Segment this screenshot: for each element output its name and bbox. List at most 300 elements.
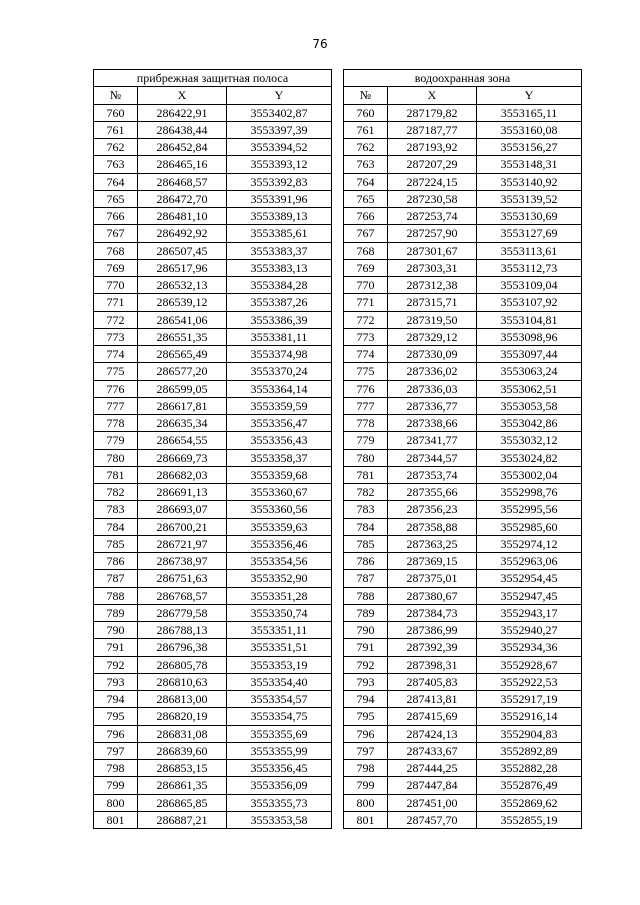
x-coordinate-cell: 287329,12 (388, 328, 477, 345)
point-number-cell: 786 (94, 553, 138, 570)
table-row (94, 156, 332, 173)
point-number-cell: 773 (94, 328, 138, 345)
y-coordinate-cell: 3552985,60 (477, 518, 582, 535)
point-number-cell: 794 (344, 691, 388, 708)
y-coordinate-cell: 3553355,69 (227, 725, 332, 742)
x-coordinate-cell: 286721,97 (138, 535, 227, 552)
y-coordinate-cell: 3553356,47 (227, 415, 332, 432)
table-row (344, 535, 582, 552)
table-row (344, 294, 582, 311)
x-coordinate-cell: 286517,96 (138, 259, 227, 276)
point-number-cell: 778 (344, 415, 388, 432)
x-coordinate-cell: 287386,99 (388, 622, 477, 639)
table-row (344, 794, 582, 811)
y-coordinate-cell: 3552947,45 (477, 587, 582, 604)
y-coordinate-cell: 3553393,12 (227, 156, 332, 173)
x-coordinate-cell: 287355,66 (388, 484, 477, 501)
point-number-cell: 801 (344, 811, 388, 828)
y-coordinate-cell: 3553370,24 (227, 363, 332, 380)
y-coordinate-cell: 3553042,86 (477, 415, 582, 432)
table-row (344, 432, 582, 449)
point-number-cell: 781 (94, 466, 138, 483)
x-coordinate-cell: 286810,63 (138, 673, 227, 690)
point-number-cell: 763 (94, 156, 138, 173)
y-coordinate-cell: 3552943,17 (477, 604, 582, 621)
table-row (344, 173, 582, 190)
y-coordinate-cell: 3552869,62 (477, 794, 582, 811)
table-row (344, 328, 582, 345)
y-coordinate-cell: 3552963,06 (477, 553, 582, 570)
table-row (94, 380, 332, 397)
table-row (94, 242, 332, 259)
table-row (94, 139, 332, 156)
point-number-cell: 767 (94, 225, 138, 242)
point-number-cell: 767 (344, 225, 388, 242)
x-coordinate-cell: 287179,82 (388, 104, 477, 121)
table-row (344, 208, 582, 225)
x-coordinate-cell: 287363,25 (388, 535, 477, 552)
point-number-cell: 791 (344, 639, 388, 656)
table-row (344, 363, 582, 380)
point-number-cell: 785 (344, 535, 388, 552)
y-coordinate-cell: 3553353,19 (227, 656, 332, 673)
y-coordinate-cell: 3552954,45 (477, 570, 582, 587)
y-coordinate-cell: 3553383,37 (227, 242, 332, 259)
y-coordinate-cell: 3553139,52 (477, 190, 582, 207)
y-coordinate-cell: 3553354,57 (227, 691, 332, 708)
y-coordinate-cell: 3553356,46 (227, 535, 332, 552)
table-row (344, 242, 582, 259)
x-coordinate-cell: 286788,13 (138, 622, 227, 639)
point-number-cell: 770 (94, 277, 138, 294)
column-header-number: № (94, 87, 138, 104)
table-row (344, 656, 582, 673)
x-coordinate-cell: 286452,84 (138, 139, 227, 156)
x-coordinate-cell: 287193,92 (388, 139, 477, 156)
table-row (344, 777, 582, 794)
table-row (344, 708, 582, 725)
point-number-cell: 772 (344, 311, 388, 328)
point-number-cell: 800 (94, 794, 138, 811)
table-row (94, 760, 332, 777)
point-number-cell: 763 (344, 156, 388, 173)
point-number-cell: 777 (344, 397, 388, 414)
x-coordinate-cell: 287330,09 (388, 346, 477, 363)
y-coordinate-cell: 3552922,53 (477, 673, 582, 690)
table-row (94, 259, 332, 276)
y-coordinate-cell: 3553112,73 (477, 259, 582, 276)
x-coordinate-cell: 287398,31 (388, 656, 477, 673)
x-coordinate-cell: 286820,19 (138, 708, 227, 725)
y-coordinate-cell: 3553391,96 (227, 190, 332, 207)
x-coordinate-cell: 287451,00 (388, 794, 477, 811)
y-coordinate-cell: 3553384,28 (227, 277, 332, 294)
x-coordinate-cell: 286738,97 (138, 553, 227, 570)
table-row (94, 570, 332, 587)
table-row (344, 518, 582, 535)
x-coordinate-cell: 287433,67 (388, 742, 477, 759)
x-coordinate-cell: 286635,34 (138, 415, 227, 432)
x-coordinate-cell: 287257,90 (388, 225, 477, 242)
table-row (344, 760, 582, 777)
table-row (94, 173, 332, 190)
point-number-cell: 801 (94, 811, 138, 828)
x-coordinate-cell: 286551,35 (138, 328, 227, 345)
table-row (94, 415, 332, 432)
x-coordinate-cell: 287312,38 (388, 277, 477, 294)
table-row (344, 449, 582, 466)
table-row (344, 484, 582, 501)
y-coordinate-cell: 3552974,12 (477, 535, 582, 552)
x-coordinate-cell: 286539,12 (138, 294, 227, 311)
x-coordinate-cell: 287207,29 (388, 156, 477, 173)
table-row (344, 156, 582, 173)
y-coordinate-cell: 3553053,58 (477, 397, 582, 414)
y-coordinate-cell: 3553360,56 (227, 501, 332, 518)
x-coordinate-cell: 287353,74 (388, 466, 477, 483)
point-number-cell: 783 (344, 501, 388, 518)
x-coordinate-cell: 287356,23 (388, 501, 477, 518)
x-coordinate-cell: 287369,15 (388, 553, 477, 570)
table-row (344, 742, 582, 759)
y-coordinate-cell: 3553392,83 (227, 173, 332, 190)
point-number-cell: 800 (344, 794, 388, 811)
point-number-cell: 792 (344, 656, 388, 673)
point-number-cell: 799 (344, 777, 388, 794)
x-coordinate-cell: 286492,92 (138, 225, 227, 242)
point-number-cell: 771 (344, 294, 388, 311)
x-coordinate-cell: 287392,39 (388, 639, 477, 656)
point-number-cell: 782 (94, 484, 138, 501)
x-coordinate-cell: 286438,44 (138, 121, 227, 138)
y-coordinate-cell: 3553113,61 (477, 242, 582, 259)
y-coordinate-cell: 3552917,19 (477, 691, 582, 708)
x-coordinate-cell: 286654,55 (138, 432, 227, 449)
point-number-cell: 791 (94, 639, 138, 656)
point-number-cell: 781 (344, 466, 388, 483)
point-number-cell: 765 (344, 190, 388, 207)
table-row (344, 673, 582, 690)
table-row (94, 725, 332, 742)
table-row (94, 104, 332, 121)
table-row (94, 794, 332, 811)
x-coordinate-cell: 287444,25 (388, 760, 477, 777)
column-header-y: Y (227, 87, 332, 104)
y-coordinate-cell: 3553351,28 (227, 587, 332, 604)
x-coordinate-cell: 286691,13 (138, 484, 227, 501)
point-number-cell: 785 (94, 535, 138, 552)
y-coordinate-cell: 3553385,61 (227, 225, 332, 242)
table-row (94, 121, 332, 138)
y-coordinate-cell: 3553402,87 (227, 104, 332, 121)
point-number-cell: 774 (94, 346, 138, 363)
y-coordinate-cell: 3553374,98 (227, 346, 332, 363)
x-coordinate-cell: 286887,21 (138, 811, 227, 828)
point-number-cell: 783 (94, 501, 138, 518)
table-row (94, 208, 332, 225)
x-coordinate-cell: 286682,03 (138, 466, 227, 483)
y-coordinate-cell: 3553127,69 (477, 225, 582, 242)
point-number-cell: 792 (94, 656, 138, 673)
y-coordinate-cell: 3553156,27 (477, 139, 582, 156)
table-row (94, 294, 332, 311)
point-number-cell: 772 (94, 311, 138, 328)
table-row (344, 604, 582, 621)
table-row (94, 328, 332, 345)
x-coordinate-cell: 287253,74 (388, 208, 477, 225)
table-row (94, 656, 332, 673)
y-coordinate-cell: 3553389,13 (227, 208, 332, 225)
x-coordinate-cell: 287230,58 (388, 190, 477, 207)
table-row (94, 742, 332, 759)
table-row (344, 380, 582, 397)
point-number-cell: 784 (94, 518, 138, 535)
table-row (344, 346, 582, 363)
y-coordinate-cell: 3553350,74 (227, 604, 332, 621)
x-coordinate-cell: 287424,13 (388, 725, 477, 742)
table-row (94, 604, 332, 621)
table-row (344, 501, 582, 518)
x-coordinate-cell: 287187,77 (388, 121, 477, 138)
point-number-cell: 793 (94, 673, 138, 690)
x-coordinate-cell: 287224,15 (388, 173, 477, 190)
y-coordinate-cell: 3552904,83 (477, 725, 582, 742)
y-coordinate-cell: 3553355,73 (227, 794, 332, 811)
point-number-cell: 775 (344, 363, 388, 380)
point-number-cell: 787 (94, 570, 138, 587)
point-number-cell: 786 (344, 553, 388, 570)
point-number-cell: 788 (344, 587, 388, 604)
point-number-cell: 797 (344, 742, 388, 759)
x-coordinate-cell: 287413,81 (388, 691, 477, 708)
x-coordinate-cell: 287415,69 (388, 708, 477, 725)
point-number-cell: 793 (344, 673, 388, 690)
y-coordinate-cell: 3553351,51 (227, 639, 332, 656)
table-row (94, 691, 332, 708)
table-row (94, 277, 332, 294)
table-row (94, 535, 332, 552)
y-coordinate-cell: 3553002,04 (477, 466, 582, 483)
point-number-cell: 790 (344, 622, 388, 639)
point-number-cell: 788 (94, 587, 138, 604)
point-number-cell: 776 (94, 380, 138, 397)
point-number-cell: 766 (94, 208, 138, 225)
y-coordinate-cell: 3553024,82 (477, 449, 582, 466)
y-coordinate-cell: 3553354,40 (227, 673, 332, 690)
x-coordinate-cell: 287447,84 (388, 777, 477, 794)
x-coordinate-cell: 287358,88 (388, 518, 477, 535)
column-header-number: № (344, 87, 388, 104)
x-coordinate-cell: 286532,13 (138, 277, 227, 294)
table-row (344, 691, 582, 708)
point-number-cell: 779 (344, 432, 388, 449)
y-coordinate-cell: 3553140,92 (477, 173, 582, 190)
x-coordinate-cell: 286577,20 (138, 363, 227, 380)
y-coordinate-cell: 3553356,09 (227, 777, 332, 794)
x-coordinate-cell: 287344,57 (388, 449, 477, 466)
table-row (94, 673, 332, 690)
x-coordinate-cell: 286507,45 (138, 242, 227, 259)
table-row (344, 622, 582, 639)
x-coordinate-cell: 287338,66 (388, 415, 477, 432)
point-number-cell: 762 (344, 139, 388, 156)
y-coordinate-cell: 3553165,11 (477, 104, 582, 121)
point-number-cell: 798 (94, 760, 138, 777)
point-number-cell: 765 (94, 190, 138, 207)
y-coordinate-cell: 3553383,13 (227, 259, 332, 276)
table-row (94, 397, 332, 414)
column-header-x: X (388, 87, 477, 104)
point-number-cell: 790 (94, 622, 138, 639)
y-coordinate-cell: 3553104,81 (477, 311, 582, 328)
y-coordinate-cell: 3552876,49 (477, 777, 582, 794)
table-row (94, 639, 332, 656)
x-coordinate-cell: 287341,77 (388, 432, 477, 449)
y-coordinate-cell: 3553097,44 (477, 346, 582, 363)
table-row (344, 277, 582, 294)
y-coordinate-cell: 3553359,63 (227, 518, 332, 535)
x-coordinate-cell: 286853,15 (138, 760, 227, 777)
x-coordinate-cell: 287380,67 (388, 587, 477, 604)
x-coordinate-cell: 287303,31 (388, 259, 477, 276)
point-number-cell: 769 (94, 259, 138, 276)
point-number-cell: 774 (344, 346, 388, 363)
y-coordinate-cell: 3552940,27 (477, 622, 582, 639)
x-coordinate-cell: 286831,08 (138, 725, 227, 742)
y-coordinate-cell: 3553109,04 (477, 277, 582, 294)
point-number-cell: 795 (94, 708, 138, 725)
point-number-cell: 766 (344, 208, 388, 225)
x-coordinate-cell: 286465,16 (138, 156, 227, 173)
y-coordinate-cell: 3552995,56 (477, 501, 582, 518)
point-number-cell: 760 (344, 104, 388, 121)
point-number-cell: 780 (344, 449, 388, 466)
table-row (344, 570, 582, 587)
table-row (94, 587, 332, 604)
table-row (344, 225, 582, 242)
x-coordinate-cell: 286768,57 (138, 587, 227, 604)
point-number-cell: 771 (94, 294, 138, 311)
y-coordinate-cell: 3553351,11 (227, 622, 332, 639)
point-number-cell: 789 (344, 604, 388, 621)
point-number-cell: 797 (94, 742, 138, 759)
point-number-cell: 779 (94, 432, 138, 449)
y-coordinate-cell: 3553358,37 (227, 449, 332, 466)
table-row (344, 587, 582, 604)
table-row (94, 466, 332, 483)
x-coordinate-cell: 287336,77 (388, 397, 477, 414)
x-coordinate-cell: 287301,67 (388, 242, 477, 259)
x-coordinate-cell: 287405,83 (388, 673, 477, 690)
y-coordinate-cell: 3553062,51 (477, 380, 582, 397)
table-row (94, 484, 332, 501)
y-coordinate-cell: 3552882,28 (477, 760, 582, 777)
x-coordinate-cell: 286861,35 (138, 777, 227, 794)
point-number-cell: 764 (94, 173, 138, 190)
x-coordinate-cell: 286565,49 (138, 346, 227, 363)
table-row (94, 708, 332, 725)
x-coordinate-cell: 287315,71 (388, 294, 477, 311)
x-coordinate-cell: 286693,07 (138, 501, 227, 518)
point-number-cell: 760 (94, 104, 138, 121)
table-row (344, 259, 582, 276)
point-number-cell: 764 (344, 173, 388, 190)
point-number-cell: 761 (94, 121, 138, 138)
x-coordinate-cell: 286481,10 (138, 208, 227, 225)
table-row (344, 397, 582, 414)
point-number-cell: 762 (94, 139, 138, 156)
x-coordinate-cell: 287457,70 (388, 811, 477, 828)
y-coordinate-cell: 3553394,52 (227, 139, 332, 156)
point-number-cell: 782 (344, 484, 388, 501)
y-coordinate-cell: 3553354,56 (227, 553, 332, 570)
x-coordinate-cell: 286422,91 (138, 104, 227, 121)
table-row (344, 139, 582, 156)
y-coordinate-cell: 3552855,19 (477, 811, 582, 828)
x-coordinate-cell: 286751,63 (138, 570, 227, 587)
table-row (344, 415, 582, 432)
y-coordinate-cell: 3553107,92 (477, 294, 582, 311)
point-number-cell: 796 (344, 725, 388, 742)
column-header-x: X (138, 87, 227, 104)
x-coordinate-cell: 286599,05 (138, 380, 227, 397)
x-coordinate-cell: 286468,57 (138, 173, 227, 190)
y-coordinate-cell: 3553359,68 (227, 466, 332, 483)
point-number-cell: 775 (94, 363, 138, 380)
x-coordinate-cell: 287319,50 (388, 311, 477, 328)
x-coordinate-cell: 287375,01 (388, 570, 477, 587)
y-coordinate-cell: 3553360,67 (227, 484, 332, 501)
point-number-cell: 769 (344, 259, 388, 276)
point-number-cell: 778 (94, 415, 138, 432)
point-number-cell: 768 (94, 242, 138, 259)
point-number-cell: 776 (344, 380, 388, 397)
y-coordinate-cell: 3552934,36 (477, 639, 582, 656)
table-row (344, 639, 582, 656)
y-coordinate-cell: 3553386,39 (227, 311, 332, 328)
table-row (94, 622, 332, 639)
y-coordinate-cell: 3552916,14 (477, 708, 582, 725)
point-number-cell: 777 (94, 397, 138, 414)
point-number-cell: 799 (94, 777, 138, 794)
x-coordinate-cell: 286617,81 (138, 397, 227, 414)
y-coordinate-cell: 3553387,26 (227, 294, 332, 311)
table-row (344, 311, 582, 328)
x-coordinate-cell: 286839,60 (138, 742, 227, 759)
table-row (94, 501, 332, 518)
y-coordinate-cell: 3553381,11 (227, 328, 332, 345)
x-coordinate-cell: 286865,85 (138, 794, 227, 811)
point-number-cell: 798 (344, 760, 388, 777)
y-coordinate-cell: 3553098,96 (477, 328, 582, 345)
table-row (94, 811, 332, 828)
table-row (94, 518, 332, 535)
y-coordinate-cell: 3553397,39 (227, 121, 332, 138)
x-coordinate-cell: 286779,58 (138, 604, 227, 621)
table-row (94, 363, 332, 380)
page-number: 76 (312, 37, 328, 51)
y-coordinate-cell: 3553352,90 (227, 570, 332, 587)
table-row (344, 466, 582, 483)
table-row (94, 190, 332, 207)
y-coordinate-cell: 3553148,31 (477, 156, 582, 173)
y-coordinate-cell: 3553032,12 (477, 432, 582, 449)
x-coordinate-cell: 287336,02 (388, 363, 477, 380)
x-coordinate-cell: 286669,73 (138, 449, 227, 466)
x-coordinate-cell: 287336,03 (388, 380, 477, 397)
y-coordinate-cell: 3553354,75 (227, 708, 332, 725)
coastal-protection-strip-table (93, 69, 332, 829)
